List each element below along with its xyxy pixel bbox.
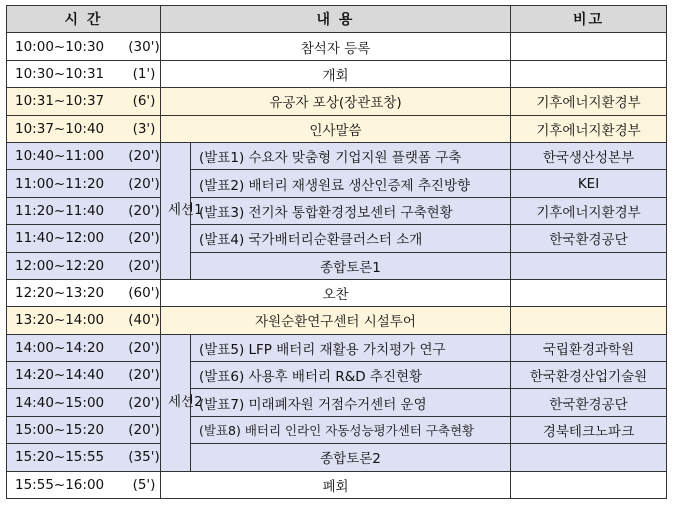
content-cell: 개회 — [161, 60, 511, 87]
content-cell: (발표6) 사용후 배터리 R&D 추진현황 — [191, 362, 511, 389]
time-range: 15:00~15:20 — [15, 422, 105, 439]
table-row — [7, 33, 667, 60]
time-cell — [7, 225, 161, 252]
time-range: 13:20~14:00 — [15, 312, 105, 329]
note-cell — [511, 307, 667, 334]
content-cell: (발표4) 국가배터리순환클러스터 소개 — [191, 225, 511, 252]
time-cell — [7, 362, 161, 389]
content-cell: (발표3) 전기차 통합환경정보센터 구축현황 — [191, 197, 511, 224]
session-2-label: 세션2 — [161, 334, 191, 471]
note-cell: 기후에너지환경부 — [511, 115, 667, 142]
table-row — [7, 252, 667, 279]
content-cell: 종합토론2 — [191, 444, 511, 471]
table-row — [7, 307, 667, 334]
note-cell: 한국환경산업기술원 — [511, 362, 667, 389]
duration: (20') — [128, 148, 160, 165]
content-cell: 유공자 포상(장관표창) — [161, 88, 511, 115]
duration: (3') — [132, 120, 156, 137]
note-cell — [511, 279, 667, 306]
time-range: 10:00~10:30 — [15, 38, 105, 55]
time-range: 14:20~14:40 — [15, 367, 105, 384]
content-cell: (발표5) LFP 배터리 재활용 가치평가 연구 — [191, 334, 511, 361]
time-range: 10:30~10:31 — [15, 65, 105, 82]
content-cell: 인사말씀 — [161, 115, 511, 142]
duration: (20') — [128, 257, 160, 274]
time-cell — [7, 33, 161, 60]
note-cell: 경북테크노파크 — [511, 416, 667, 443]
duration: (20') — [128, 367, 160, 384]
time-cell — [7, 444, 161, 471]
note-cell — [511, 444, 667, 471]
time-cell — [7, 307, 161, 334]
header-time: 시 간 — [7, 6, 161, 33]
content-cell: 참석자 등록 — [161, 33, 511, 60]
duration: (20') — [128, 422, 160, 439]
table-row — [7, 444, 667, 471]
time-cell — [7, 170, 161, 197]
table-row — [7, 197, 667, 224]
header-note: 비고 — [511, 6, 667, 33]
duration: (1') — [132, 65, 156, 82]
table-row — [7, 142, 667, 169]
content-cell: (발표1) 수요자 맞춤형 기업지원 플랫폼 구축 — [191, 142, 511, 169]
time-cell — [7, 279, 161, 306]
time-cell — [7, 252, 161, 279]
duration: (30') — [128, 38, 160, 55]
time-cell — [7, 142, 161, 169]
time-range: 14:40~15:00 — [15, 394, 105, 411]
content-cell: 자원순환연구센터 시설투어 — [161, 307, 511, 334]
table-row — [7, 225, 667, 252]
time-range: 15:55~16:00 — [15, 476, 105, 493]
duration: (40') — [128, 312, 160, 329]
time-cell — [7, 389, 161, 416]
table-row — [7, 389, 667, 416]
time-range: 11:00~11:20 — [15, 175, 105, 192]
time-range: 12:00~12:20 — [15, 257, 105, 274]
note-cell: 한국환경공단 — [511, 389, 667, 416]
note-cell: 한국생산성본부 — [511, 142, 667, 169]
note-cell: 기후에너지환경부 — [511, 88, 667, 115]
time-range: 10:40~11:00 — [15, 148, 105, 165]
duration: (20') — [128, 339, 160, 356]
content-cell: 폐회 — [161, 471, 511, 498]
time-range: 15:20~15:55 — [15, 449, 105, 466]
time-range: 10:37~10:40 — [15, 120, 105, 137]
table-row — [7, 471, 667, 498]
duration: (35') — [128, 449, 160, 466]
table-row — [7, 115, 667, 142]
time-cell — [7, 197, 161, 224]
content-cell: (발표8) 배터리 인라인 자동성능평가센터 구축현황 — [191, 416, 511, 443]
time-range: 12:20~13:20 — [15, 285, 105, 302]
note-cell — [511, 33, 667, 60]
time-cell — [7, 88, 161, 115]
note-cell: 국립환경과학원 — [511, 334, 667, 361]
duration: (60') — [128, 285, 160, 302]
table-row — [7, 416, 667, 443]
time-range: 10:31~10:37 — [15, 93, 105, 110]
time-cell — [7, 416, 161, 443]
content-cell: 종합토론1 — [191, 252, 511, 279]
note-cell — [511, 471, 667, 498]
table-row — [7, 60, 667, 87]
note-cell: 기후에너지환경부 — [511, 197, 667, 224]
time-range: 11:20~11:40 — [15, 202, 105, 219]
header-content: 내 용 — [161, 6, 511, 33]
table-row — [7, 88, 667, 115]
content-cell: 오찬 — [161, 279, 511, 306]
time-cell — [7, 334, 161, 361]
duration: (5') — [132, 476, 156, 493]
note-cell: KEI — [511, 170, 667, 197]
time-range: 11:40~12:00 — [15, 230, 105, 247]
duration: (20') — [128, 394, 160, 411]
duration: (20') — [128, 175, 160, 192]
time-cell — [7, 60, 161, 87]
note-cell — [511, 60, 667, 87]
table-row — [7, 362, 667, 389]
header-row — [7, 6, 667, 33]
content-cell: (발표2) 배터리 재생원료 생산인증제 추진방향 — [191, 170, 511, 197]
note-cell — [511, 252, 667, 279]
session-1-label: 세션1 — [161, 142, 191, 279]
table-row — [7, 334, 667, 361]
time-range: 14:00~14:20 — [15, 339, 105, 356]
time-cell — [7, 115, 161, 142]
time-cell — [7, 471, 161, 498]
duration: (20') — [128, 230, 160, 247]
content-cell: (발표7) 미래폐자원 거점수거센터 운영 — [191, 389, 511, 416]
duration: (6') — [132, 93, 156, 110]
table-row — [7, 170, 667, 197]
note-cell: 한국환경공단 — [511, 225, 667, 252]
table-row — [7, 279, 667, 306]
schedule-table — [6, 5, 667, 499]
duration: (20') — [128, 202, 160, 219]
